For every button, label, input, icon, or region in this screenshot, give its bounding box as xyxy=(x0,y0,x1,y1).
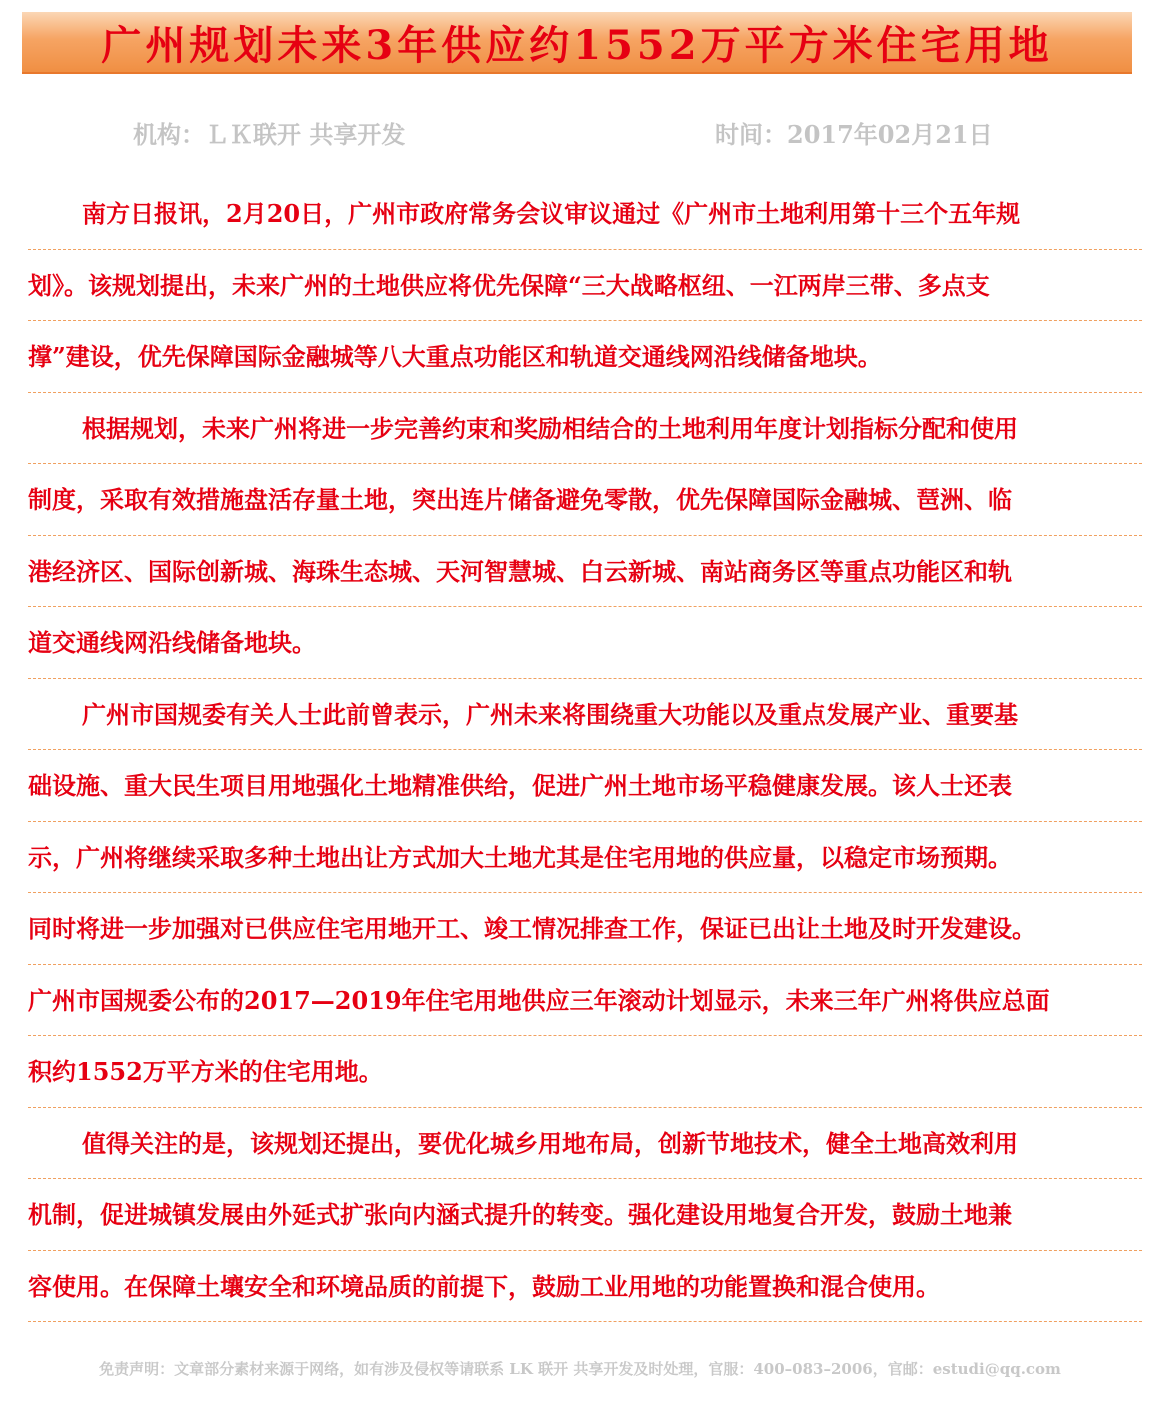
article-line: 广州市国规委公布的2017—2019年住宅用地供应三年滚动计划显示，未来三年广州将供应总面 xyxy=(28,965,1142,1037)
article-body xyxy=(28,178,1142,1322)
article-line: 港经济区、国际创新城、海珠生态城、天河智慧城、白云新城、南站商务区等重点功能区和轨 xyxy=(28,536,1142,608)
article-line: 制度，采取有效措施盘活存量土地，突出连片储备避免零散，优先保障国际金融城、琶洲、临 xyxy=(28,464,1142,536)
article-line: 值得关注的是，该规划还提出，要优化城乡用地布局，创新节地技术，健全土地高效利用 xyxy=(28,1108,1142,1180)
article-line: 根据规划，未来广州将进一步完善约束和奖励相结合的土地利用年度计划指标分配和使用 xyxy=(28,393,1142,465)
article-line: 容使用。在保障土壤安全和环境品质的前提下，鼓励工业用地的功能置换和混合使用。 xyxy=(28,1251,1142,1323)
organization-label: 机构：ＬＫ联开 共享开发 xyxy=(133,120,406,149)
article-line: 划》。该规划提出，未来广州的土地供应将优先保障“三大战略枢纽、一江两岸三带、多点支 xyxy=(28,250,1142,322)
article-line: 机制，促进城镇发展由外延式扩张向内涵式提升的转变。强化建设用地复合开发，鼓励土地兼 xyxy=(28,1179,1142,1251)
article-line: 南方日报讯，2月20日，广州市政府常务会议审议通过《广州市土地利用第十三个五年规 xyxy=(28,178,1142,250)
date-label: 时间：2017年02月21日 xyxy=(715,120,993,149)
article-line: 础设施、重大民生项目用地强化土地精准供给，促进广州土地市场平稳健康发展。该人士还表 xyxy=(28,750,1142,822)
article-line: 撑”建设，优先保障国际金融城等八大重点功能区和轨道交通线网沿线储备地块。 xyxy=(28,321,1142,393)
page-title: 广州规划未来3年供应约1552万平方米住宅用地 xyxy=(101,21,1053,69)
article-line: 道交通线网沿线储备地块。 xyxy=(28,607,1142,679)
article-line: 积约1552万平方米的住宅用地。 xyxy=(28,1036,1142,1108)
article-line: 示，广州将继续采取多种土地出让方式加大土地尤其是住宅用地的供应量，以稳定市场预期。 xyxy=(28,822,1142,894)
title-banner xyxy=(22,12,1132,74)
article-line: 同时将进一步加强对已供应住宅用地开工、竣工情况排查工作，保证已出让土地及时开发建设。 xyxy=(28,893,1142,965)
disclaimer-footer: 免责声明：文章部分素材来源于网络，如有涉及侵权等请联系 LK 联开 共享开发及时处理，官服：400–083–2006，官邮：estudi@qq.com xyxy=(99,1360,1061,1378)
article-line: 广州市国规委有关人士此前曾表示，广州未来将围绕重大功能以及重点发展产业、重要基 xyxy=(28,679,1142,751)
